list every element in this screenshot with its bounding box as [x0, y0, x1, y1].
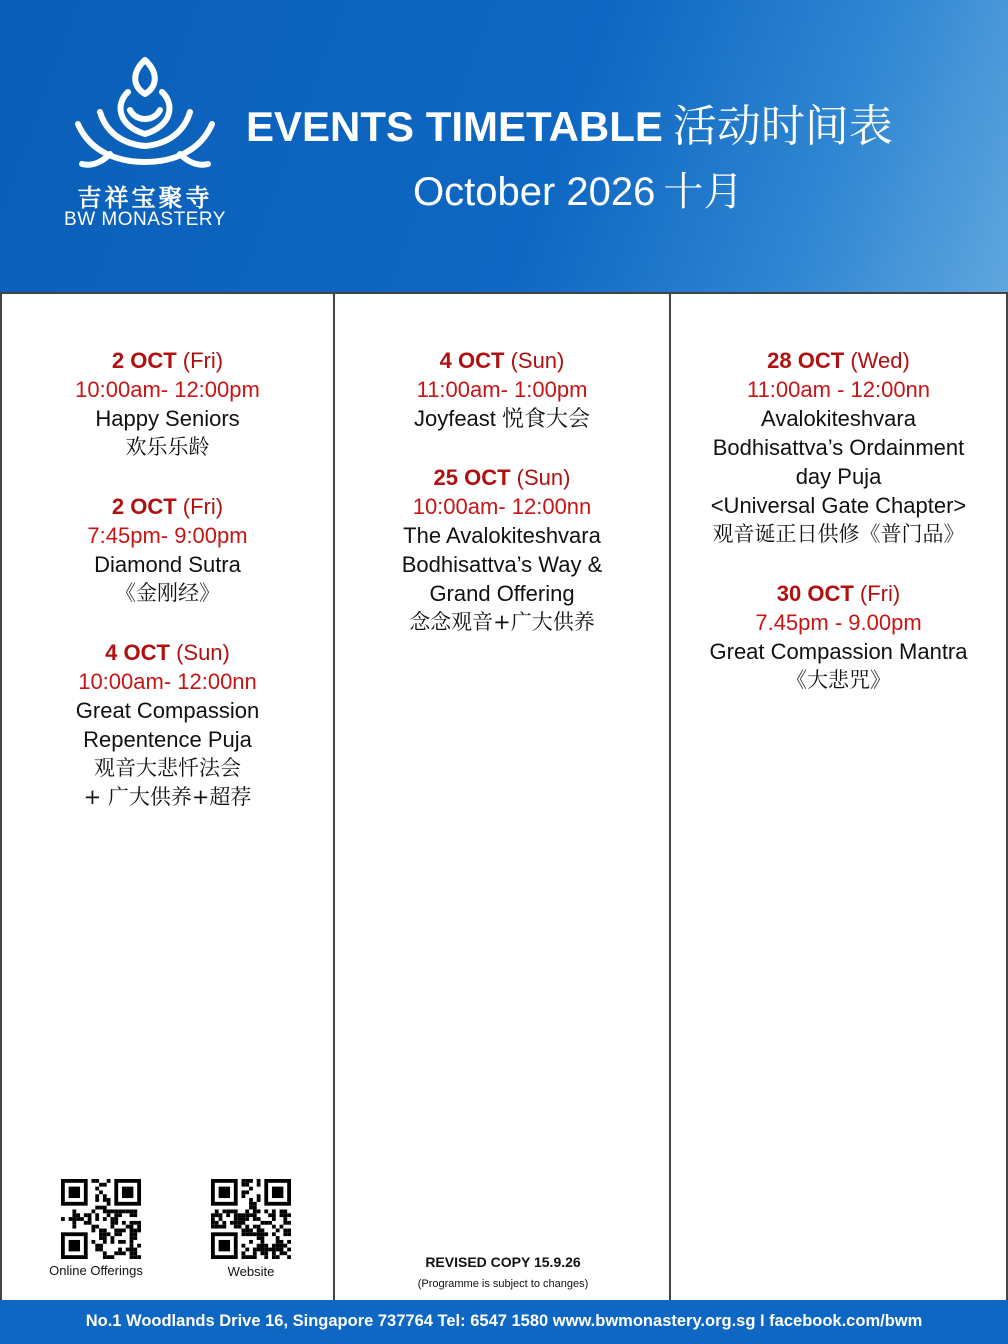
website-label: Website — [227, 1264, 275, 1279]
event-chinese-title-line: + 广大供养+超荐 — [83, 785, 252, 809]
logo-english-name: BW MONASTERY — [64, 209, 226, 230]
event-date-text: 25 OCT — [433, 465, 511, 490]
monastery-logo — [60, 52, 230, 242]
event-item — [335, 346, 669, 433]
timetable-column-1 — [0, 294, 335, 1302]
event-time: 11:00am- 1:00pm — [416, 377, 588, 402]
event-day: (Fri) — [859, 581, 901, 606]
event-title-line: Avalokiteshvara — [761, 406, 916, 431]
logo-chinese-name: 吉祥宝聚寺 — [77, 183, 213, 212]
page-subtitle — [413, 160, 743, 217]
online-offerings-label: Online Offerings — [49, 1263, 143, 1278]
event-item — [335, 463, 669, 637]
event-item — [671, 579, 1006, 695]
event-time: 10:00am- 12:00nn — [78, 669, 257, 694]
event-date-text: 4 OCT — [439, 348, 505, 373]
website-qr-code[interactable] — [211, 1179, 291, 1259]
event-day: (Fri) — [182, 494, 224, 519]
event-date — [335, 463, 669, 492]
event-list — [335, 346, 669, 667]
event-title-line: Diamond Sutra — [94, 552, 241, 577]
event-date — [2, 492, 333, 521]
event-time: 11:00am - 12:00nn — [746, 377, 931, 402]
event-title-line: Joyfeast 悦食大会 — [413, 406, 591, 431]
event-title-line: Repentence Puja — [83, 727, 252, 752]
event-item — [2, 638, 333, 812]
event-title-line: The Avalokiteshvara — [403, 523, 601, 548]
event-title-line: Great Compassion Mantra — [709, 639, 968, 664]
event-chinese-title-line: 念念观音+广大供养 — [409, 610, 595, 634]
event-date-text: 28 OCT — [767, 348, 845, 373]
event-time: 10:00am- 12:00pm — [75, 377, 260, 402]
page-title — [246, 90, 893, 154]
event-chinese-title-line: 欢乐乐龄 — [125, 435, 210, 459]
event-date — [671, 579, 1006, 608]
title-english: EVENTS TIMETABLE — [246, 103, 663, 150]
event-day: (Sun) — [176, 640, 230, 665]
lotus-icon — [70, 52, 220, 172]
subject-to-change-note: (Programme is subject to changes) — [417, 1278, 589, 1290]
event-title-line: <Universal Gate Chapter> — [710, 493, 967, 518]
event-chinese-title-line: 观音大悲忏法会 — [94, 756, 241, 780]
event-time: 10:00am- 12:00nn — [412, 494, 592, 519]
event-title-line: Great Compassion — [75, 698, 260, 723]
event-item — [2, 346, 333, 462]
title-chinese: 活动时间表 — [672, 101, 893, 152]
event-date — [2, 346, 333, 375]
event-day: (Sun) — [516, 465, 571, 490]
event-date-text: 2 OCT — [111, 348, 177, 373]
event-date-text: 30 OCT — [776, 581, 854, 606]
event-time: 7.45pm - 9.00pm — [755, 610, 922, 635]
event-date — [335, 346, 669, 375]
event-title-line: Happy Seniors — [95, 406, 240, 431]
timetable-grid — [0, 292, 1008, 1302]
footer-contact: No.1 Woodlands Drive 16, Singapore 737764 Tel: 6547 1580 www.bwmonastery.org.sg I facebook.com/bwm — [0, 1300, 1008, 1344]
revised-copy-note: REVISED COPY 15.9.26 — [425, 1254, 581, 1270]
event-title-line: day Puja — [795, 464, 882, 489]
event-date — [2, 638, 333, 667]
event-item — [671, 346, 1006, 549]
event-date-text: 4 OCT — [105, 640, 170, 665]
timetable-column-2 — [335, 294, 671, 1302]
event-title-line: Bodhisattva’s Ordainment — [712, 435, 965, 460]
online-offerings-qr-code[interactable] — [61, 1179, 141, 1259]
event-list — [2, 346, 333, 842]
event-chinese-title-line: 观音诞正日供修《普门品》 — [712, 522, 965, 546]
event-day: (Sun) — [510, 348, 565, 373]
event-day: (Fri) — [182, 348, 224, 373]
event-day: (Wed) — [850, 348, 910, 373]
event-list — [671, 346, 1006, 725]
event-date — [671, 346, 1006, 375]
timetable-column-3 — [671, 294, 1008, 1302]
header-banner — [0, 0, 1008, 292]
subtitle-chinese: 十月 — [663, 169, 744, 215]
event-chinese-title-line: 《金刚经》 — [115, 581, 220, 605]
event-item — [2, 492, 333, 608]
event-date-text: 2 OCT — [111, 494, 177, 519]
event-time: 7:45pm- 9:00pm — [87, 523, 248, 548]
subtitle-english: October 2026 — [413, 170, 656, 214]
event-title-line: Bodhisattva’s Way & — [401, 552, 603, 577]
event-chinese-title-line: 《大悲咒》 — [786, 668, 891, 692]
event-title-line: Grand Offering — [429, 581, 575, 606]
